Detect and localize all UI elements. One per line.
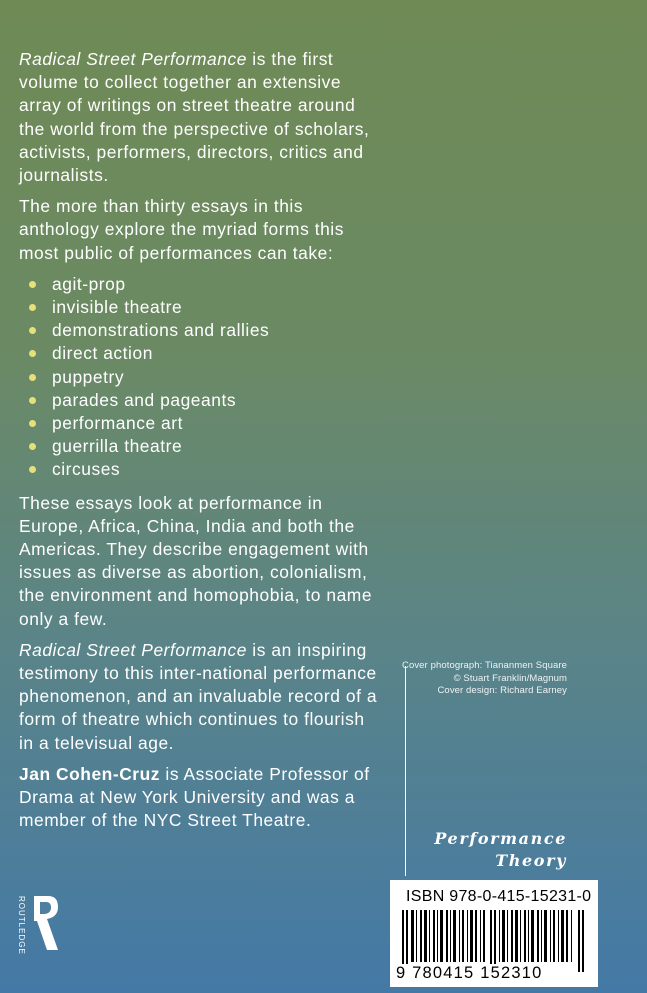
list-item: parades and pageants [19,389,379,412]
testimony-paragraph: Radical Street Performance is an inspiring testimony to this inter-national performance phenomenon, and an invaluable record of a form of theatre which continues to flourish in a televisual age. [19,639,378,753]
list-item: direct action [19,342,379,365]
bullet-icon [29,443,36,450]
list-item: demonstrations and rallies [19,319,379,342]
bullet-icon [29,466,36,473]
barcode-digits: 9 780415 152310 [396,964,543,982]
blurb [19,48,379,840]
barcode-icon [402,910,586,972]
bullet-icon [29,304,36,311]
divider [405,666,406,876]
barcode-box [390,880,598,987]
bullet-icon [29,420,36,427]
list-item: guerrilla theatre [19,435,379,458]
list-item: circuses [19,458,379,481]
author-paragraph: Jan Cohen-Cruz is Associate Professor of Drama at New York University and was a member of the NYC Street Theatre. [19,763,370,831]
forms-intro: The more than thirty essays in this anthology explore the myriad forms this most public of performances can take: [19,196,344,263]
regions-paragraph: These essays look at performance in Europe, Africa, China, India and both the Americas. They describe engagement with issues as diverse as abortion, colonialism, the environment and homophobia, to name only a few. [19,492,373,629]
publisher-name: ROUTLEDGE [17,896,26,955]
list-item: puppetry [19,366,379,389]
book-title: Radical Street Performance [19,639,247,660]
list-item: invisible theatre [19,296,379,319]
list-item: performance art [19,412,379,435]
bullet-icon [29,350,36,357]
photo-credit: Cover photograph: Tiananmen Square [401,660,567,671]
copyright-credit: © Stuart Franklin/Magnum [453,672,567,684]
design-credit: Cover design: Richard Earney [437,685,567,696]
bullet-icon [29,327,36,334]
list-item: agit-prop [19,273,379,296]
bullet-icon [29,281,36,288]
forms-list [19,273,379,482]
book-title: Radical Street Performance [19,49,247,69]
intro-paragraph [19,48,379,187]
series-title: Performance Theory [434,829,567,870]
cover-credits [402,660,567,698]
intro-text: is the first volume to collect together an extensive array of writings on street theatre around the world from the perspective of scholars, activists, performers, directors, critics and journalists. [19,49,370,186]
bullet-icon [29,374,36,381]
isbn-label: ISBN 978-0-415-15231-0 [406,888,592,905]
author-name: Jan Cohen-Cruz [19,763,161,784]
bullet-icon [29,397,36,404]
